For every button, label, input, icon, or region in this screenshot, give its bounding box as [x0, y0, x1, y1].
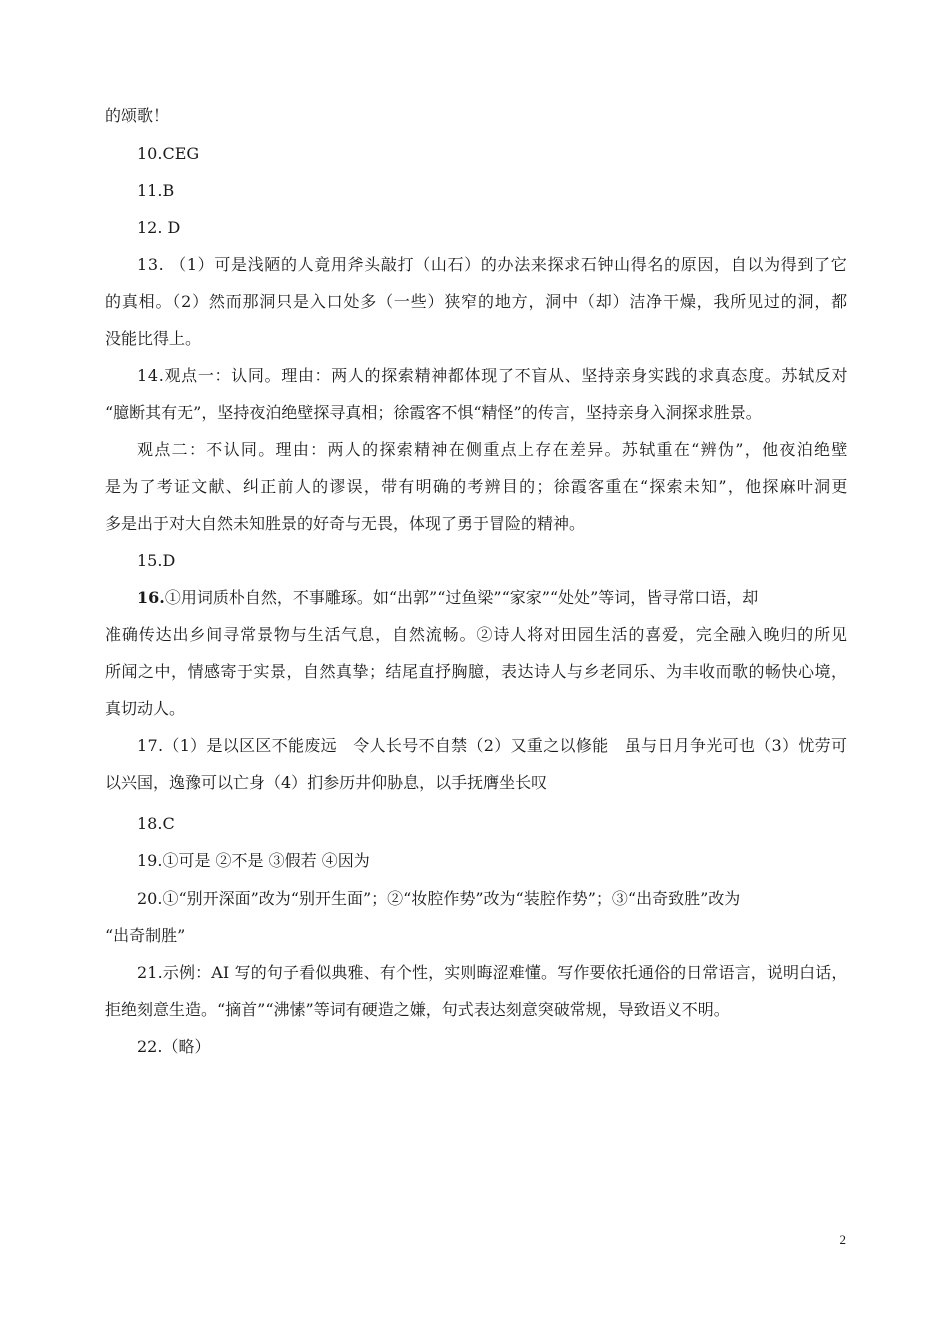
answer-13-line: 13. （1）可是浅陋的人竟用斧头敲打（山石）的办法来探求石钟山得名的原因，自以为得到了它	[137, 255, 848, 274]
answer-14-view2-line: 观点二：不认同。理由：两人的探索精神在侧重点上存在差异。苏轼重在“辨伪”，他夜泊绝壁	[137, 440, 849, 459]
answer-16-line: 所闻之中，情感寄于实景，自然真挚；结尾直抒胸臆，表达诗人与乡老同乐、为丰收而歌的畅快心境，	[105, 662, 848, 681]
answer-16-number: 16.	[137, 588, 165, 607]
answer-16-line: 真切动人。	[105, 699, 186, 718]
answer-16-text: ①用词质朴自然，不事雕琢。如“出郭”“过鱼梁”“家家”“处处”等词，皆寻常口语，却	[164, 588, 759, 607]
answer-20-line: 20.①“别开深面”改为“别开生面”；②“妆腔作势”改为“装腔作势”；③“出奇致胜”改为	[137, 889, 741, 908]
answer-22: 22.（略）	[137, 1037, 211, 1056]
text-line: 的颂歌！	[105, 106, 170, 125]
answer-18: 18.C	[137, 814, 175, 833]
answer-16-line	[137, 579, 758, 616]
answer-21-line: 拒绝刻意生造。“摘首”“沸愫”等词有硬造之嫌，句式表达刻意突破常规，导致语义不明。	[105, 1000, 730, 1019]
answer-16-line: 准确传达出乡间寻常景物与生活气息，自然流畅。②诗人将对田园生活的喜爱，完全融入晚归的所见	[105, 625, 848, 644]
answer-12: 12. D	[137, 218, 181, 237]
answer-17-line: 以兴国，逸豫可以亡身（4）扪参历井仰胁息，以手抚膺坐长叹	[105, 773, 548, 792]
answer-15: 15.D	[137, 551, 176, 570]
answer-13-line: 没能比得上。	[105, 329, 202, 348]
answer-19: 19.①可是 ②不是 ③假若 ④因为	[137, 851, 370, 870]
answer-20-line: “出奇制胜”	[105, 926, 186, 945]
answer-21-line: 21.示例：AI 写的句子看似典雅、有个性，实则晦涩难懂。写作要依托通俗的日常语言，说明白话，	[137, 963, 848, 982]
answer-13-line: 的真相。（2）然而那洞只是入口处多（一些）狭窄的地方，洞中（却）洁净干燥，我所见过的洞，都	[105, 292, 848, 311]
answer-10: 10.CEG	[137, 144, 200, 163]
answer-14-line: “臆断其有无”，坚持夜泊绝壁探寻真相；徐霞客不惧“精怪”的传言，坚持亲身入洞探求胜景。	[105, 403, 762, 422]
page-number: 2	[839, 1232, 846, 1247]
answer-11: 11.B	[137, 181, 175, 200]
answer-14-line: 14.观点一：认同。理由：两人的探索精神都体现了不盲从、坚持亲身实践的求真态度。苏轼反对	[137, 366, 849, 385]
answer-14-view2-line: 是为了考证文献、纠正前人的谬误，带有明确的考辨目的；徐霞客重在“探索未知”，他探麻叶洞更	[105, 477, 849, 496]
answer-17-line: 17.（1）是以区区不能废远 令人长号不自禁（2）又重之以修能 虽与日月争光可也（3）忧劳可	[137, 736, 848, 755]
answer-14-view2-line: 多是出于对大自然未知胜景的好奇与无畏，体现了勇于冒险的精神。	[105, 514, 586, 533]
